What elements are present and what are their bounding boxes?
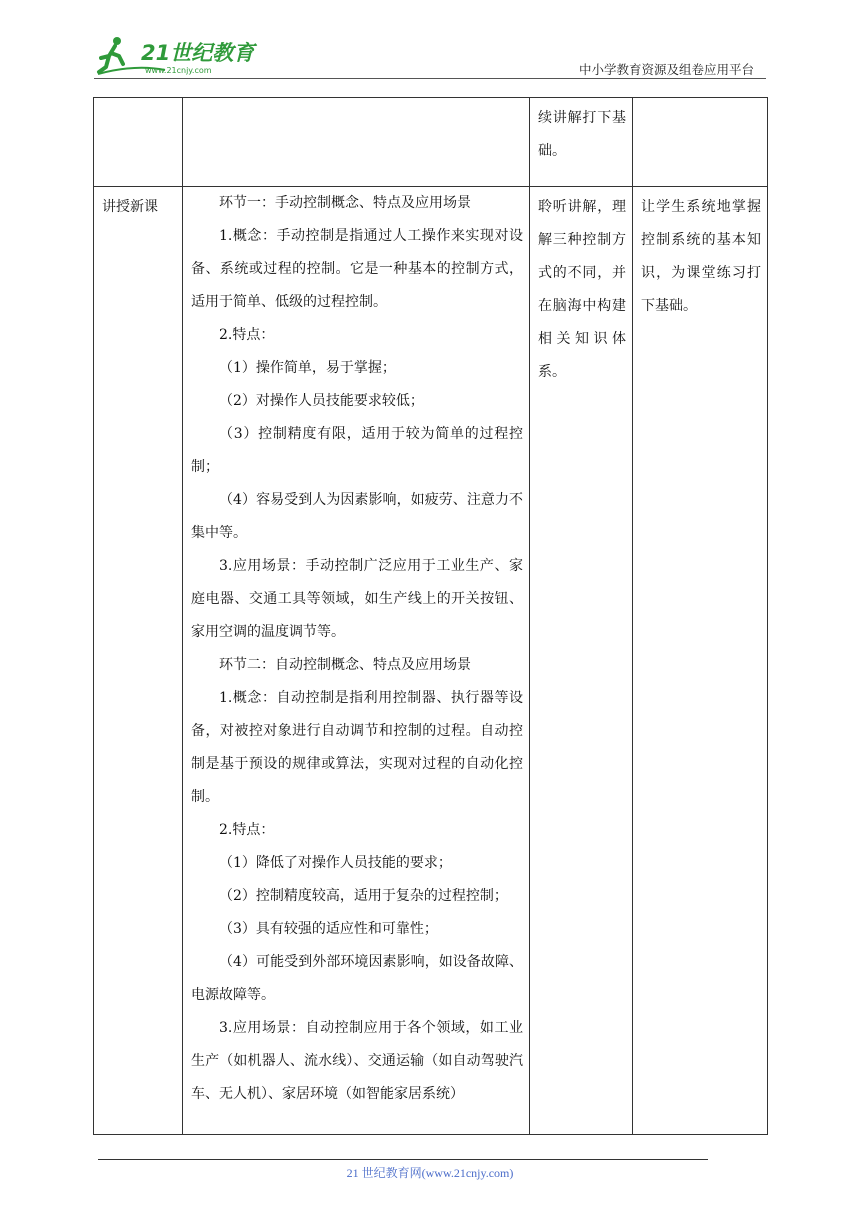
content-paragraph: 3.应用场景：自动控制应用于各个领域，如工业生产（如机器人、流水线）、交通运输（如自动驾驶汽车、无人机）、家居环境（如智能家居系统） <box>191 1020 523 1102</box>
cell-design-intent <box>633 98 768 187</box>
content-paragraph: （1）降低了对操作人员技能的要求； <box>219 855 452 871</box>
cell-student-activity <box>530 98 633 187</box>
content-paragraph: 2.特点： <box>219 327 275 343</box>
content-paragraph: （4）容易受到人为因素影响，如疲劳、注意力不集中等。 <box>191 492 523 541</box>
content-paragraph: （3）控制精度有限，适用于较为简单的过程控制； <box>191 426 523 475</box>
content-paragraph: 环节一：手动控制概念、特点及应用场景 <box>219 195 471 211</box>
content-paragraph: 环节二：自动控制概念、特点及应用场景 <box>219 657 471 673</box>
cell-section <box>94 187 183 1135</box>
platform-name: 中小学教育资源及组卷应用平台 <box>578 62 754 77</box>
site-logo <box>95 34 265 78</box>
table-row <box>94 98 768 187</box>
logo-text: 21世纪教育 <box>141 41 255 65</box>
content-paragraph: 1.概念：手动控制是指通过人工操作来实现对设备、系统或过程的控制。它是一种基本的控制方式，适用于简单、低级的过程控制。 <box>191 228 523 310</box>
footer-text: 21 世纪教育网(www.21cnjy.com) <box>346 1166 514 1180</box>
content-paragraph: 3.应用场景：手动控制广泛应用于工业生产、家庭电器、交通工具等领域，如生产线上的开关按钮、家用空调的温度调节等。 <box>191 558 523 640</box>
content-paragraph: 2.特点： <box>219 822 275 838</box>
table-row <box>94 187 768 1135</box>
cell-student-activity <box>530 187 633 1135</box>
student-activity-text: 聆听讲解，理解三种控制方式的不同，并在脑海中构建相关知识体系。 <box>538 199 626 380</box>
cell-design-intent <box>633 187 768 1135</box>
lesson-plan-table <box>93 97 768 1135</box>
content-paragraph: （1）操作简单，易于掌握； <box>219 360 396 376</box>
header-divider <box>94 78 766 79</box>
cell-content <box>183 187 530 1135</box>
content-paragraph: 1.概念：自动控制是指利用控制器、执行器等设备，对被控对象进行自动调节和控制的过程。自动控制是基于预设的规律或算法，实现对过程的自动化控制。 <box>191 690 523 805</box>
content-paragraph: （2）控制精度较高，适用于复杂的过程控制； <box>219 888 508 904</box>
logo-url: www.21cnjy.com <box>145 66 212 75</box>
footer-divider <box>98 1159 708 1160</box>
student-activity-text: 续讲解打下基础。 <box>538 110 626 159</box>
content-paragraph: （3）具有较强的适应性和可靠性； <box>219 921 438 937</box>
content-paragraph: （2）对操作人员技能要求较低； <box>219 393 424 409</box>
section-label: 讲授新课 <box>102 199 158 215</box>
design-intent-text: 让学生系统地掌握控制系统的基本知识，为课堂练习打下基础。 <box>641 199 761 314</box>
content-paragraph: （4）可能受到外部环境因素影响，如设备故障、电源故障等。 <box>191 954 523 1003</box>
cell-section <box>94 98 183 187</box>
cell-content <box>183 98 530 187</box>
